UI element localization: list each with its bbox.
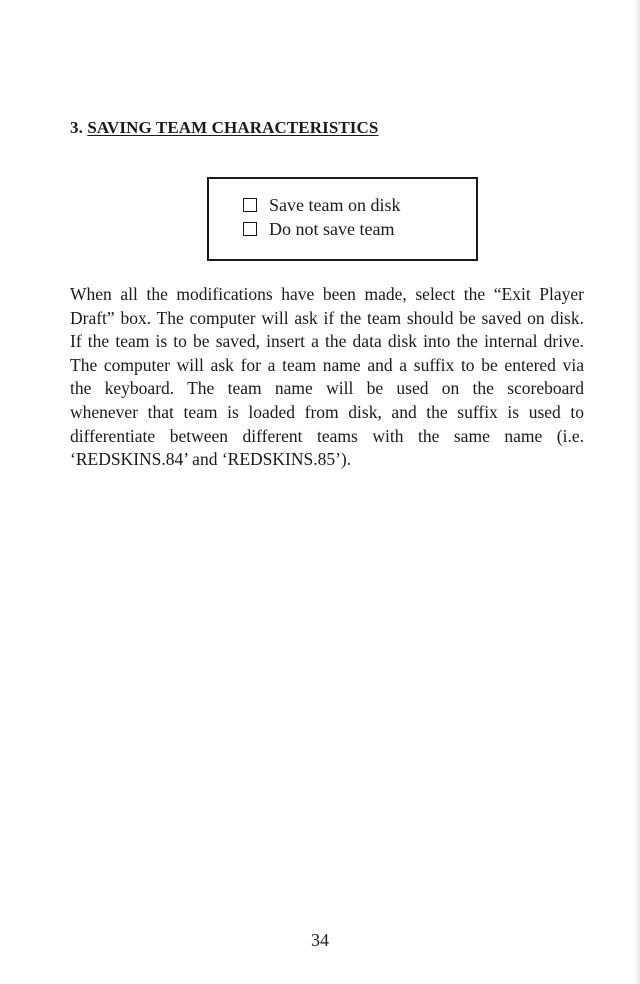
paragraph-line: ‘REDSKINS.84’ and ‘REDSKINS.85’).: [70, 449, 352, 470]
paragraph-line: The computer will ask for a team name and a suffix to be entered via: [70, 354, 584, 375]
checkbox-icon[interactable]: [243, 198, 257, 212]
save-options-box: [207, 177, 478, 261]
section-title: SAVING TEAM CHARACTERISTICS: [87, 118, 379, 137]
paragraph-line: the keyboard. The team name will be used on the scoreboard: [70, 378, 584, 399]
paragraph-line: differentiate between different teams with the same name (i.e.: [70, 425, 584, 446]
body-paragraph: [70, 283, 584, 472]
page-number: 34: [311, 930, 329, 950]
save-team-option[interactable]: [243, 194, 400, 216]
paragraph-line: If the team is to be saved, insert a the data disk into the internal drive.: [70, 331, 584, 352]
do-not-save-option[interactable]: [243, 218, 394, 240]
section-number: 3.: [70, 118, 83, 137]
do-not-save-label: Do not save team: [269, 218, 395, 239]
paragraph-line: Draft” box. The computer will ask if the team should be saved on disk.: [70, 307, 584, 328]
paragraph-line: When all the modifications have been made, select the “Exit Player: [70, 284, 584, 304]
save-team-label: Save team on disk: [269, 194, 401, 215]
checkbox-icon[interactable]: [243, 222, 257, 236]
section-heading: [70, 118, 378, 138]
paragraph-line: whenever that team is loaded from disk, and the suffix is used to: [70, 401, 584, 422]
page-edge-shadow: [634, 0, 640, 984]
